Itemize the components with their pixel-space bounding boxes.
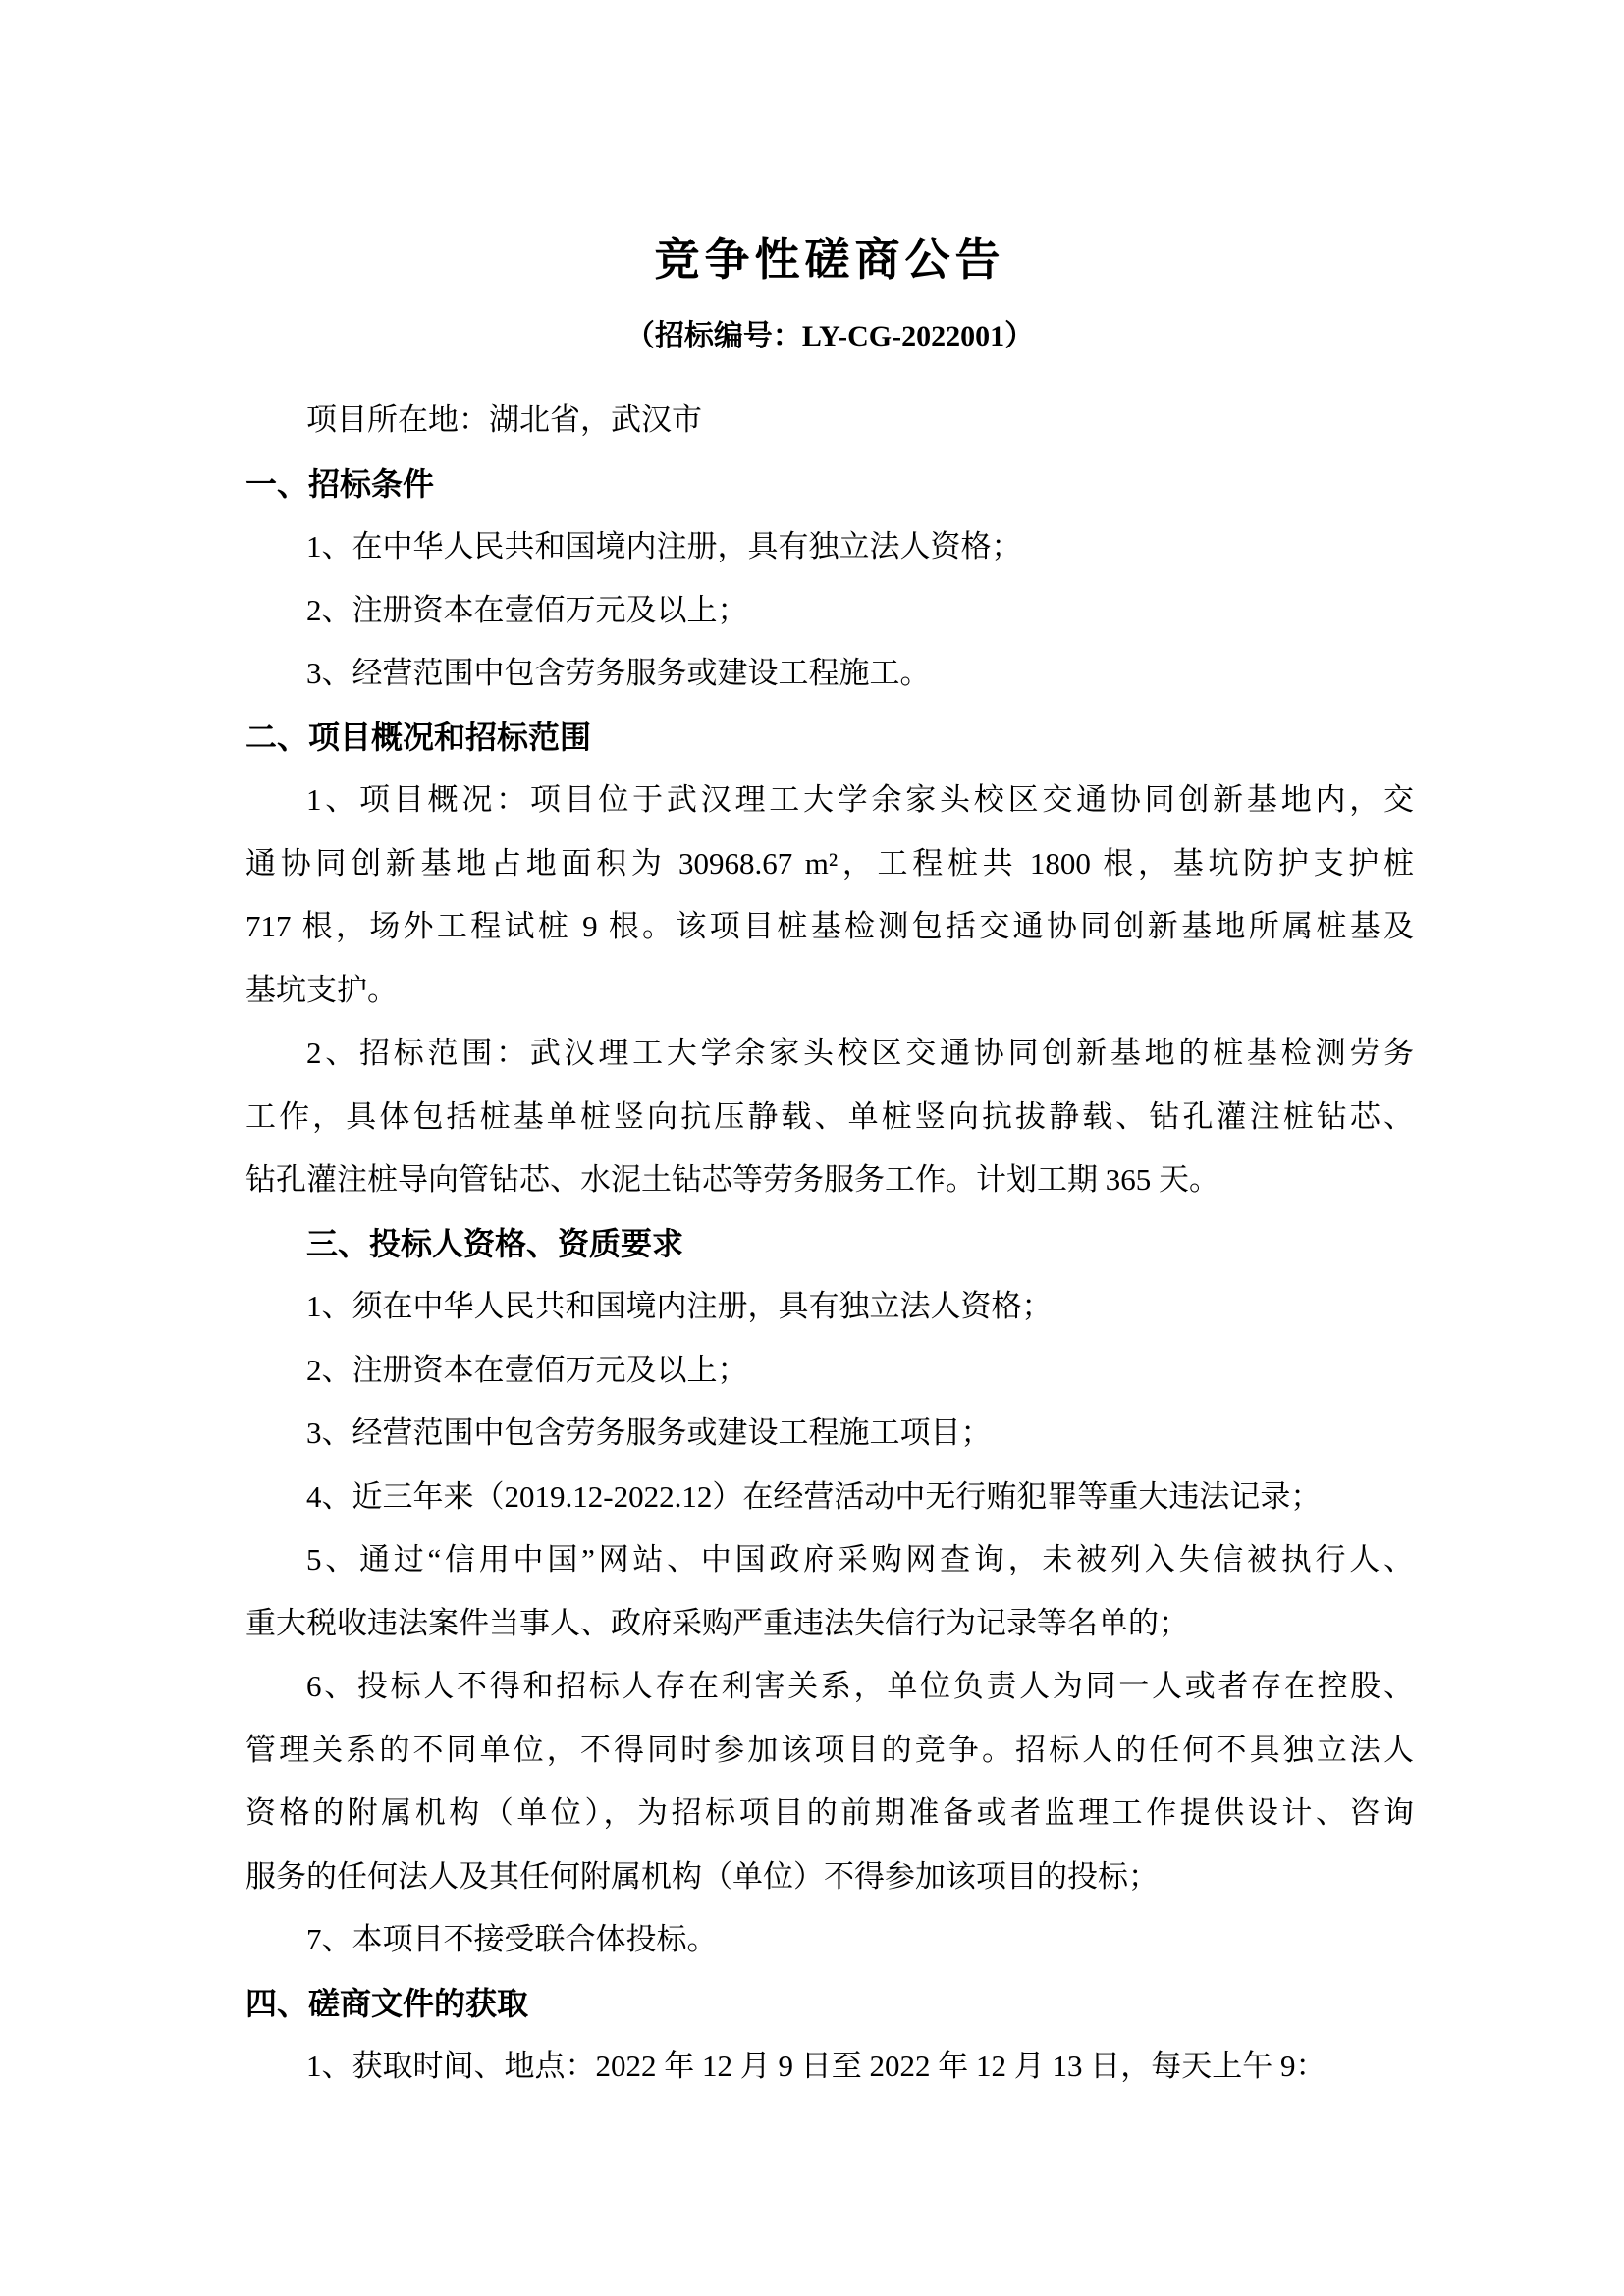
section3-item-7: 7、本项目不接受联合体投标。: [306, 1922, 718, 1957]
section2-item-2-line-1: 2、招标范围：武汉理工大学余家头校区交通协同创新基地的桩基检测劳务: [306, 1036, 1414, 1071]
section2-item-1-line-4: 基坑支护。: [245, 972, 398, 1007]
section2-item-1-line-1: 1、项目概况：项目位于武汉理工大学余家头校区交通协同创新基地内，交: [306, 782, 1414, 818]
section3-item-5-line-2: 重大税收违法案件当事人、政府采购严重违法失信行为记录等名单的；: [245, 1605, 1189, 1640]
document-title: 竞争性磋商公告: [654, 235, 1005, 285]
section-1-heading: 一、招标条件: [245, 465, 435, 502]
section3-item-5-line-1: 5、通过“信用中国”网站、中国政府采购网查询，未被列入失信被执行人、: [306, 1542, 1414, 1577]
section3-item-6-line-4: 服务的任何法人及其任何附属机构（单位）不得参加该项目的投标；: [245, 1858, 1159, 1894]
section3-item-6-line-3: 资格的附属机构（单位），为招标项目的前期准备或者监理工作提供设计、咨询: [245, 1795, 1414, 1831]
section2-item-1-line-2: 通协同创新基地占地面积为 30968.67 m²，工程桩共 1800 根，基坑防护支护桩: [245, 845, 1414, 881]
section1-item-3: 3、经营范围中包含劳务服务或建设工程施工。: [306, 656, 931, 691]
section1-item-1: 1、在中华人民共和国境内注册，具有独立法人资格；: [306, 529, 1022, 564]
section4-item-1: 1、获取时间、地点：2022 年 12 月 9 日至 2022 年 12 月 13 日，每天上午 9：: [306, 2049, 1326, 2084]
document-body: [245, 389, 1414, 2099]
project-location-line: 项目所在地：湖北省，武汉市: [306, 402, 702, 438]
tender-number-subtitle: （招标编号：LY-CG-2022001）: [624, 320, 1035, 353]
section3-item-1: 1、须在中华人民共和国境内注册，具有独立法人资格；: [306, 1289, 1053, 1324]
section1-item-2: 2、注册资本在壹佰万元及以上；: [306, 592, 748, 627]
section3-item-3: 3、经营范围中包含劳务服务或建设工程施工项目；: [306, 1415, 992, 1451]
section-4-heading: 四、磋商文件的获取: [245, 1985, 529, 2021]
section2-item-1-line-3: 717 根，场外工程试桩 9 根。该项目桩基检测包括交通协同创新基地所属桩基及: [245, 909, 1414, 944]
section-2-heading: 二、项目概况和招标范围: [245, 719, 592, 755]
section3-item-2: 2、注册资本在壹佰万元及以上；: [306, 1352, 748, 1387]
section2-item-2-line-3: 钻孔灌注桩导向管钻芯、水泥土钻芯等劳务服务工作。计划工期 365 天。: [245, 1162, 1219, 1198]
section2-item-2-line-2: 工作，具体包括桩基单桩竖向抗压静载、单桩竖向抗拔静载、钻孔灌注桩钻芯、: [245, 1098, 1414, 1134]
section3-item-6-line-2: 管理关系的不同单位，不得同时参加该项目的竞争。招标人的任何不具独立法人: [245, 1732, 1414, 1767]
section-3-heading: 三、投标人资格、资质要求: [306, 1225, 684, 1261]
document-content: [245, 0, 1414, 2099]
section3-item-4: 4、近三年来（2019.12-2022.12）在经营活动中无行贿犯罪等重大违法记录；: [306, 1478, 1322, 1514]
section3-item-6-line-1: 6、投标人不得和招标人存在利害关系，单位负责人为同一人或者存在控股、: [306, 1669, 1414, 1704]
